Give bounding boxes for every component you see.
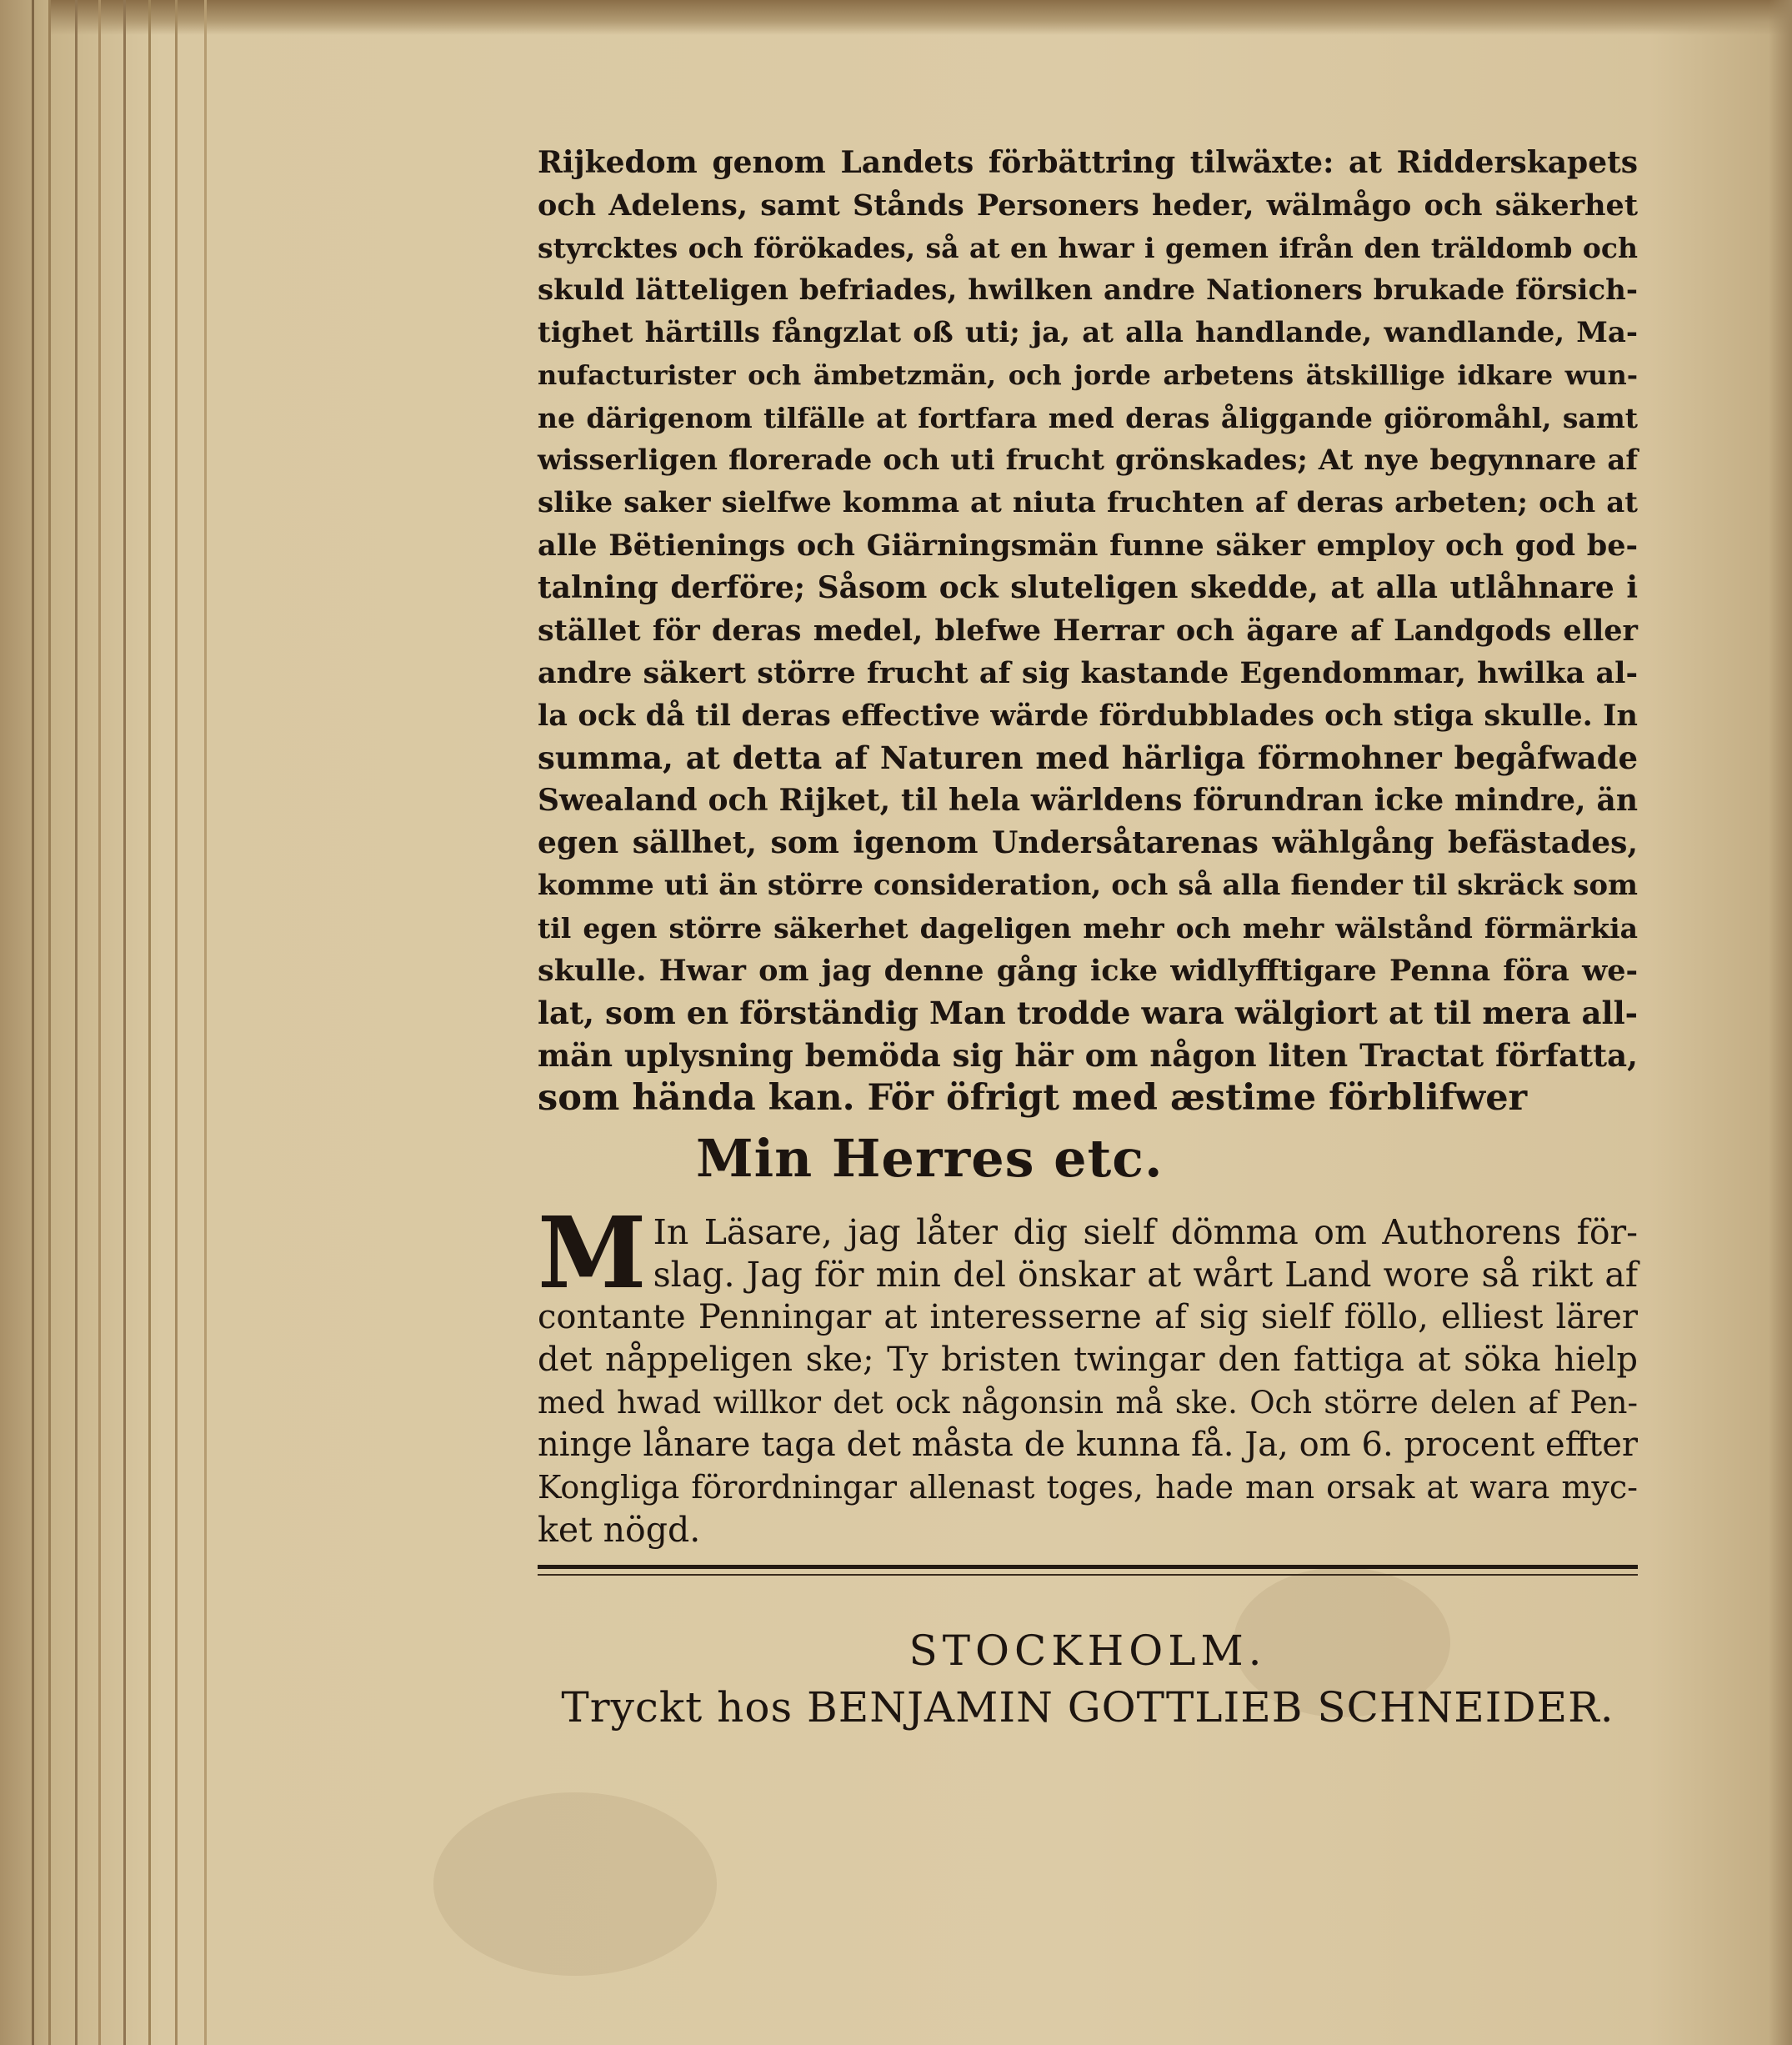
note-line: ninge lånare taga det måsta de kunna få. Ja, om 6. procent effter <box>538 1426 1638 1464</box>
top-page-edge <box>50 0 1792 35</box>
note-line: slag. Jag för min del önskar at wårt Land wore så rikt af <box>653 1255 1638 1295</box>
text-line: som hända kan. För öfrigt med æstime förblifwer <box>538 1077 1528 1119</box>
rule-thin <box>538 1574 1638 1576</box>
text-line: til egen större säkerhet dageligen mehr och mehr wälstånd förmärkia <box>538 912 1638 945</box>
note-line: contante Penningar at interesserne af sig sielf föllo, elliest lärer <box>538 1298 1638 1336</box>
printed-text-block <box>538 142 1638 1737</box>
text-line: Rijkedom genom Landets förbättring tilwäxte: at Ridderskapets <box>538 145 1638 180</box>
text-line: tighet härtills fångzlat oß uti; ja, at alla handlande, wandlande, Ma- <box>538 316 1638 349</box>
note-line: ket nögd. <box>538 1510 701 1550</box>
note-line: med hwad willkor det ock någonsin må ske. Och större delen af Pen- <box>538 1385 1638 1421</box>
text-line: Swealand och Rijket, til hela wärldens förundran icke mindre, än <box>538 783 1638 818</box>
rule-thick <box>538 1565 1638 1569</box>
text-line: lat, som en förständig Man trodde wara wälgiort at til mera all- <box>538 995 1638 1031</box>
text-line: styrcktes och förökades, så at en hwar i gemen ifrån den träldomb och <box>538 232 1638 264</box>
right-page-shadow <box>1769 0 1792 2045</box>
text-line: nufacturister och ämbetzmän, och jorde arbetens ätskillige idkare wun- <box>538 359 1638 391</box>
page-edge <box>123 0 126 2045</box>
page-edge <box>204 0 207 2045</box>
page-edge <box>175 0 178 2045</box>
paper-stain <box>433 1792 717 1976</box>
text-line: andre säkert större frucht af sig kastande Egendommar, hwilka al- <box>538 656 1638 690</box>
text-line: alle Bëtienings och Giärningsmän funne säker employ och god be- <box>538 529 1638 563</box>
text-line: och Adelens, samt Stånds Personers heder, wälmågo och säkerhet <box>538 188 1638 223</box>
reader-note <box>538 1195 1638 1551</box>
page-edge <box>32 0 34 2045</box>
text-line: skulle. Hwar om jag denne gång icke widlyfftigare Penna föra we- <box>538 954 1638 988</box>
text-line: stället för deras medel, blefwe Herrar och ägare af Landgods eller <box>538 614 1638 648</box>
text-line: män uplysning bemöda sig här om någon liten Tractat författa, <box>538 1037 1638 1074</box>
text-line: komme uti än större consideration, och så alla fiender til skräck som <box>538 869 1638 902</box>
text-line: ne därigenom tilfälle at fortfara med deras åliggande giöromåhl, samt <box>538 402 1638 434</box>
page-edge <box>75 0 78 2045</box>
text-line: skuld lätteligen befriades, hwilken andre Nationers brukade försich- <box>538 273 1638 307</box>
text-line: la ock då til deras effective wärde fördubblades och stiga skulle. In <box>538 699 1638 733</box>
text-line: talning derföre; Såsom ock sluteligen skedde, at alla utlåhnare i <box>538 570 1638 605</box>
page-edge <box>48 0 51 2045</box>
page-edge <box>148 0 151 2045</box>
imprint <box>538 1623 1638 1737</box>
note-line: det nåppeligen ske; Ty bristen twingar den fattiga at söka hielp <box>538 1341 1638 1379</box>
body-paragraph <box>538 142 1638 1120</box>
text-line: egen sällhet, som igenom Undersåtarenas wählgång befästades, <box>538 825 1638 860</box>
page-edge <box>98 0 101 2045</box>
closing-salutation: Min Herres etc. <box>696 1128 1164 1189</box>
note-line: In Läsare, jag låter dig sielf dömma om Authorens för- <box>653 1212 1638 1252</box>
text-line: slike saker sielfwe komma at niuta fruchten af deras arbeten; och at <box>538 486 1638 519</box>
text-line: wisserligen florerade och uti frucht grönskades; At nye begynnare af <box>538 444 1638 477</box>
drop-cap: M <box>538 1195 647 1311</box>
imprint-printer: Tryckt hos BENJAMIN GOTTLIEB SCHNEIDER. <box>561 1683 1614 1732</box>
text-line: summa, at detta af Naturen med härliga förmohner begåfwade <box>538 739 1638 776</box>
double-rule <box>538 1565 1638 1590</box>
note-line: Kongliga förordningar allenast toges, hade man orsak at wara myc- <box>538 1469 1638 1506</box>
stacked-page-edges <box>0 0 250 2045</box>
imprint-city: STOCKHOLM. <box>909 1626 1267 1675</box>
